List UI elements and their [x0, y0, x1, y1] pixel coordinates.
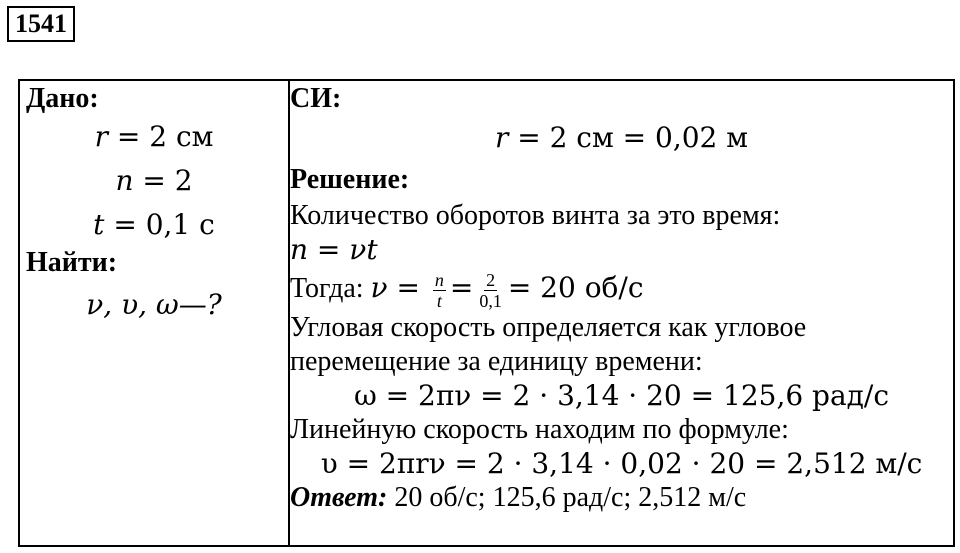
- given-radius: r = 2 см: [94, 120, 214, 153]
- fraction-n-over-t: $\frac{n}{t}$: [434, 270, 444, 312]
- si-conversion: r = 2 см = 0,02 м: [494, 121, 749, 154]
- solution-header: Решение:: [290, 164, 410, 195]
- find-quantities: ν, υ, ω—?: [86, 288, 222, 321]
- solution-column: [289, 80, 954, 546]
- given-column: [19, 80, 289, 546]
- find-header: Найти:: [26, 247, 118, 278]
- given-revolutions: n = 2: [115, 164, 193, 197]
- angular-text-1: Угловая скорость определяется как угловое: [290, 312, 807, 344]
- given-time: t = 0,1 с: [93, 208, 215, 241]
- problem-table: [18, 79, 955, 547]
- formula-revolutions: n = νt: [290, 233, 378, 266]
- answer-value: 20 об/с; 125,6 рад/с; 2,512 м/с: [387, 482, 747, 514]
- angular-text-2: перемещение за единицу времени:: [290, 346, 703, 378]
- frequency-formula: Тогда: ν = $\frac{n}{t}$ = $\frac{2}{0,1}$ = 20 об/с: [290, 270, 644, 312]
- answer-line: [290, 481, 953, 515]
- fraction-values: $\frac{2}{0,1}$: [479, 270, 502, 312]
- given-header: Дано:: [26, 83, 99, 114]
- linear-text: Линейную скорость находим по формуле:: [290, 414, 789, 446]
- angular-formula: ω = 2πν = 2 · 3,14 · 20 = 125,6 рад/с: [353, 379, 890, 413]
- si-header: СИ:: [290, 83, 342, 114]
- linear-formula: υ = 2πrν = 2 · 3,14 · 0,02 · 20 = 2,512 м/с: [320, 447, 923, 481]
- problem-number: 1541: [7, 6, 75, 42]
- solution-line-revolutions: Количество оборотов винта за это время:: [290, 200, 781, 231]
- answer-label: Ответ:: [290, 482, 388, 514]
